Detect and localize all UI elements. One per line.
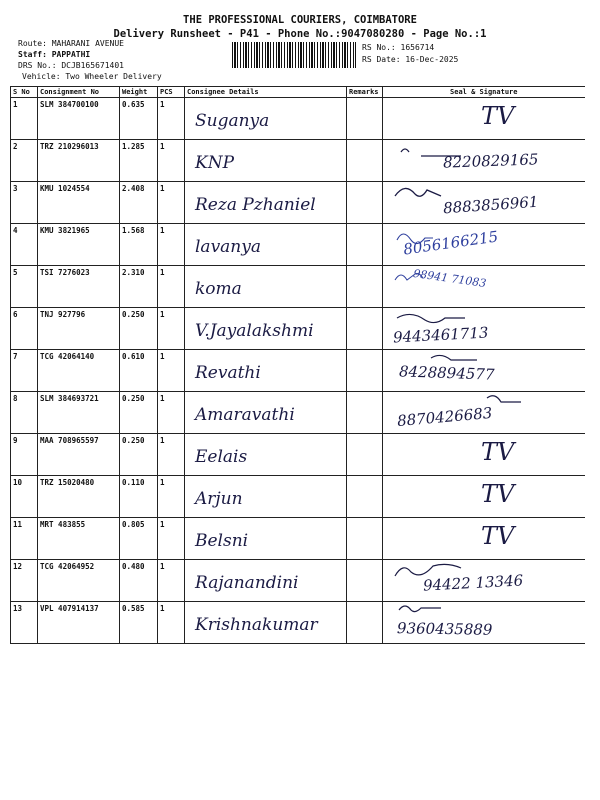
col-sno: S No <box>11 87 38 98</box>
consignee-cell <box>185 224 347 266</box>
remarks-cell <box>347 476 383 518</box>
consignee-cell <box>185 476 347 518</box>
pcs-value: 1 <box>158 350 185 392</box>
consignee-cell <box>185 140 347 182</box>
table-row <box>11 476 585 518</box>
pcs-value: 1 <box>158 392 185 434</box>
signature-initials: TV <box>481 438 515 466</box>
recipient-phone-handwritten: 8428894577 <box>398 362 495 384</box>
table-row <box>11 266 585 308</box>
consignee-name-handwritten: V.Jayalakshmi <box>195 321 314 341</box>
consignee-name-handwritten: lavanya <box>195 237 261 257</box>
seal-signature-cell <box>383 476 585 518</box>
serial-number: 10 <box>11 476 38 518</box>
runsheet-subtitle: Delivery Runsheet - P41 - Phone No.:9047080280 - Page No.:1 <box>113 28 487 40</box>
table-row <box>11 434 585 476</box>
consignee-name-handwritten: Reza Pzhaniel <box>195 195 316 215</box>
weight-value: 2.310 <box>120 266 158 308</box>
consignee-cell <box>185 518 347 560</box>
consignee-name-handwritten: Suganya <box>195 111 270 131</box>
signature-initials: TV <box>481 102 515 130</box>
consignment-number: KMU 3821965 <box>38 224 120 266</box>
consignee-name-handwritten: Amaravathi <box>195 405 295 425</box>
consignee-cell <box>185 98 347 140</box>
weight-value: 0.585 <box>120 602 158 644</box>
consignee-name-handwritten: Rajanandini <box>195 573 299 593</box>
seal-signature-cell <box>383 266 585 308</box>
remarks-cell <box>347 182 383 224</box>
table-row <box>11 98 585 140</box>
weight-value: 0.110 <box>120 476 158 518</box>
consignment-number: SLM 384693721 <box>38 392 120 434</box>
table-row <box>11 308 585 350</box>
seal-signature-cell <box>383 602 585 644</box>
consignment-number: TRZ 15020480 <box>38 476 120 518</box>
weight-value: 0.480 <box>120 560 158 602</box>
weight-value: 0.805 <box>120 518 158 560</box>
signature-initials: TV <box>481 522 515 550</box>
drs-number: DRS No.: DCJB165671401 <box>18 61 124 70</box>
pcs-value: 1 <box>158 98 185 140</box>
seal-signature-cell <box>383 434 585 476</box>
recipient-phone-handwritten: 8220829165 <box>442 150 539 172</box>
consignment-number: SLM 384700100 <box>38 98 120 140</box>
consignment-number: TNJ 927796 <box>38 308 120 350</box>
pcs-value: 1 <box>158 182 185 224</box>
weight-value: 0.250 <box>120 308 158 350</box>
recipient-phone-handwritten: 9443461713 <box>392 323 489 347</box>
table-row <box>11 602 585 644</box>
table-row <box>11 518 585 560</box>
col-consignee: Consignee Details <box>185 87 347 98</box>
pcs-value: 1 <box>158 266 185 308</box>
consignment-number: TRZ 210296013 <box>38 140 120 182</box>
remarks-cell <box>347 98 383 140</box>
table-row <box>11 182 585 224</box>
recipient-phone-handwritten: 9360435889 <box>396 619 493 639</box>
table-row <box>11 140 585 182</box>
col-weight: Weight <box>120 87 158 98</box>
serial-number: 1 <box>11 98 38 140</box>
serial-number: 13 <box>11 602 38 644</box>
pcs-value: 1 <box>158 602 185 644</box>
consignee-name-handwritten: Krishnakumar <box>195 615 318 635</box>
consignment-number: MAA 708965597 <box>38 434 120 476</box>
seal-signature-cell <box>383 350 585 392</box>
recipient-phone-handwritten: 94422 13346 <box>422 571 524 595</box>
col-remarks: Remarks <box>347 87 383 98</box>
serial-number: 9 <box>11 434 38 476</box>
table-row <box>11 560 585 602</box>
serial-number: 4 <box>11 224 38 266</box>
pcs-value: 1 <box>158 434 185 476</box>
remarks-cell <box>347 308 383 350</box>
consignee-cell <box>185 308 347 350</box>
recipient-phone-handwritten: 98941 71083 <box>412 266 488 291</box>
col-consignment: Consignment No <box>38 87 120 98</box>
serial-number: 12 <box>11 560 38 602</box>
weight-value: 0.250 <box>120 392 158 434</box>
weight-value: 0.250 <box>120 434 158 476</box>
pcs-value: 1 <box>158 560 185 602</box>
consignment-number: TCG 42064952 <box>38 560 120 602</box>
pcs-value: 1 <box>158 224 185 266</box>
consignment-number: TCG 42064140 <box>38 350 120 392</box>
seal-signature-cell <box>383 140 585 182</box>
seal-signature-cell <box>383 518 585 560</box>
consignee-name-handwritten: Belsni <box>195 531 249 551</box>
serial-number: 7 <box>11 350 38 392</box>
consignee-cell <box>185 602 347 644</box>
recipient-phone-handwritten: 8883856961 <box>442 192 539 218</box>
consignee-cell <box>185 560 347 602</box>
runsheet-table <box>10 86 585 644</box>
pcs-value: 1 <box>158 518 185 560</box>
weight-value: 2.408 <box>120 182 158 224</box>
serial-number: 2 <box>11 140 38 182</box>
recipient-phone-handwritten: 8870426683 <box>396 403 494 431</box>
seal-signature-cell <box>383 182 585 224</box>
remarks-cell <box>347 560 383 602</box>
consignee-name-handwritten: koma <box>195 279 242 299</box>
consignee-cell <box>185 434 347 476</box>
weight-value: 1.285 <box>120 140 158 182</box>
consignment-number: MRT 483855 <box>38 518 120 560</box>
consignee-name-handwritten: Eelais <box>195 447 248 467</box>
weight-value: 1.568 <box>120 224 158 266</box>
consignment-number: TSI 7276023 <box>38 266 120 308</box>
consignment-number: KMU 1024554 <box>38 182 120 224</box>
remarks-cell <box>347 266 383 308</box>
signature-initials: TV <box>481 480 515 508</box>
serial-number: 6 <box>11 308 38 350</box>
consignee-cell <box>185 266 347 308</box>
consignee-cell <box>185 350 347 392</box>
remarks-cell <box>347 392 383 434</box>
route-label: Route: MAHARANI AVENUE <box>18 39 124 48</box>
serial-number: 8 <box>11 392 38 434</box>
rs-number: RS No.: 1656714 <box>362 43 435 52</box>
serial-number: 5 <box>11 266 38 308</box>
remarks-cell <box>347 350 383 392</box>
table-row <box>11 392 585 434</box>
consignee-cell <box>185 392 347 434</box>
document-title: THE PROFESSIONAL COURIERS, COIMBATORE <box>183 14 417 26</box>
rs-date: RS Date: 16-Dec-2025 <box>362 55 459 64</box>
consignment-number: VPL 407914137 <box>38 602 120 644</box>
table-row <box>11 224 585 266</box>
table-header-row <box>11 87 585 98</box>
barcode-image <box>232 42 356 68</box>
consignee-cell <box>185 182 347 224</box>
seal-signature-cell <box>383 224 585 266</box>
serial-number: 11 <box>11 518 38 560</box>
pcs-value: 1 <box>158 308 185 350</box>
seal-signature-cell <box>383 308 585 350</box>
seal-signature-cell <box>383 392 585 434</box>
seal-signature-cell <box>383 98 585 140</box>
consignee-name-handwritten: Revathi <box>195 363 261 383</box>
staff-label: Staff: PAPPATHI <box>18 50 91 59</box>
col-seal-signature: Seal & Signature <box>383 87 585 98</box>
remarks-cell <box>347 224 383 266</box>
seal-signature-cell <box>383 560 585 602</box>
table-row <box>11 350 585 392</box>
col-pcs: PCS <box>158 87 185 98</box>
consignee-name-handwritten: Arjun <box>195 489 243 509</box>
weight-value: 0.635 <box>120 98 158 140</box>
serial-number: 3 <box>11 182 38 224</box>
consignee-name-handwritten: KNP <box>195 153 235 173</box>
recipient-phone-handwritten: 8056166215 <box>402 227 500 259</box>
pcs-value: 1 <box>158 140 185 182</box>
weight-value: 0.610 <box>120 350 158 392</box>
remarks-cell <box>347 602 383 644</box>
remarks-cell <box>347 434 383 476</box>
pcs-value: 1 <box>158 476 185 518</box>
remarks-cell <box>347 140 383 182</box>
remarks-cell <box>347 518 383 560</box>
vehicle-label: Vehicle: Two Wheeler Delivery <box>22 72 162 81</box>
